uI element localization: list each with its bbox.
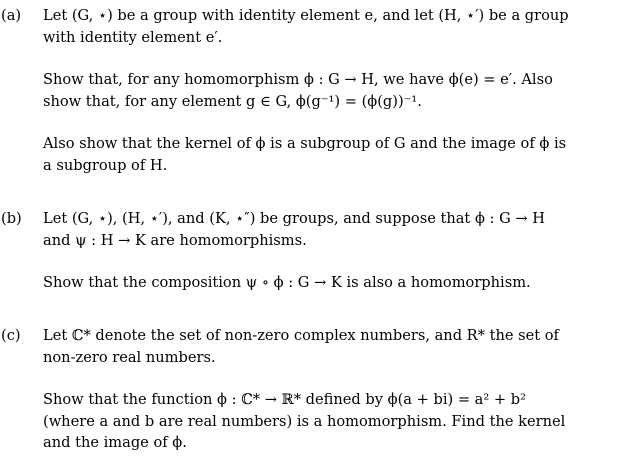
text-line: and ψ : H → K are homomorphisms. — [43, 231, 307, 249]
text-line: a subgroup of H. — [43, 156, 168, 174]
part-b-paragraph-1 — [43, 208, 603, 251]
text-line: non-zero real numbers. — [43, 348, 216, 366]
part-b-label: (b) — [1, 210, 22, 227]
text-line: Also show that the kernel of ϕ is a subgroup of G and the image of ϕ is — [43, 135, 567, 152]
text-line: Let ℂ* denote the set of non-zero complex numbers, and R* the set of — [43, 327, 559, 344]
text-line: Let (G, ⋆) be a group with identity element e, and let (H, ⋆′) be a group — [43, 7, 569, 24]
text-line: Let (G, ⋆), (H, ⋆′), and (K, ⋆″) be groups, and suppose that ϕ : G → H — [43, 210, 545, 227]
text-line: Show that the function ϕ : ℂ* → ℝ* defined by ϕ(a + bi) = a² + b² — [43, 391, 526, 408]
part-b-body — [43, 208, 603, 294]
part-c-label: (c) — [1, 327, 21, 344]
part-c-body — [43, 325, 603, 454]
part-c-paragraph-1 — [43, 325, 603, 368]
part-c-paragraph-2 — [43, 389, 603, 454]
part-a-body — [43, 5, 603, 176]
part-a-paragraph-1 — [43, 5, 603, 48]
part-a-paragraph-3 — [43, 133, 603, 176]
text-line: Show that, for any homomorphism ϕ : G → H, we have ϕ(e) = e′. Also — [43, 71, 553, 88]
text-line: and the image of ϕ. — [43, 434, 187, 451]
part-a-label: (a) — [1, 7, 22, 24]
text-line: show that, for any element g ∈ G, ϕ(g⁻¹) = (ϕ(g))⁻¹. — [43, 92, 422, 110]
text-line: with identity element e′. — [43, 28, 223, 46]
text-line: (where a and b are real numbers) is a homomorphism. Find the kernel — [43, 412, 566, 430]
part-b-paragraph-2 — [43, 272, 603, 294]
part-a-paragraph-2 — [43, 69, 603, 112]
text-line: Show that the composition ψ ∘ ϕ : G → K is also a homomorphism. — [43, 274, 531, 291]
